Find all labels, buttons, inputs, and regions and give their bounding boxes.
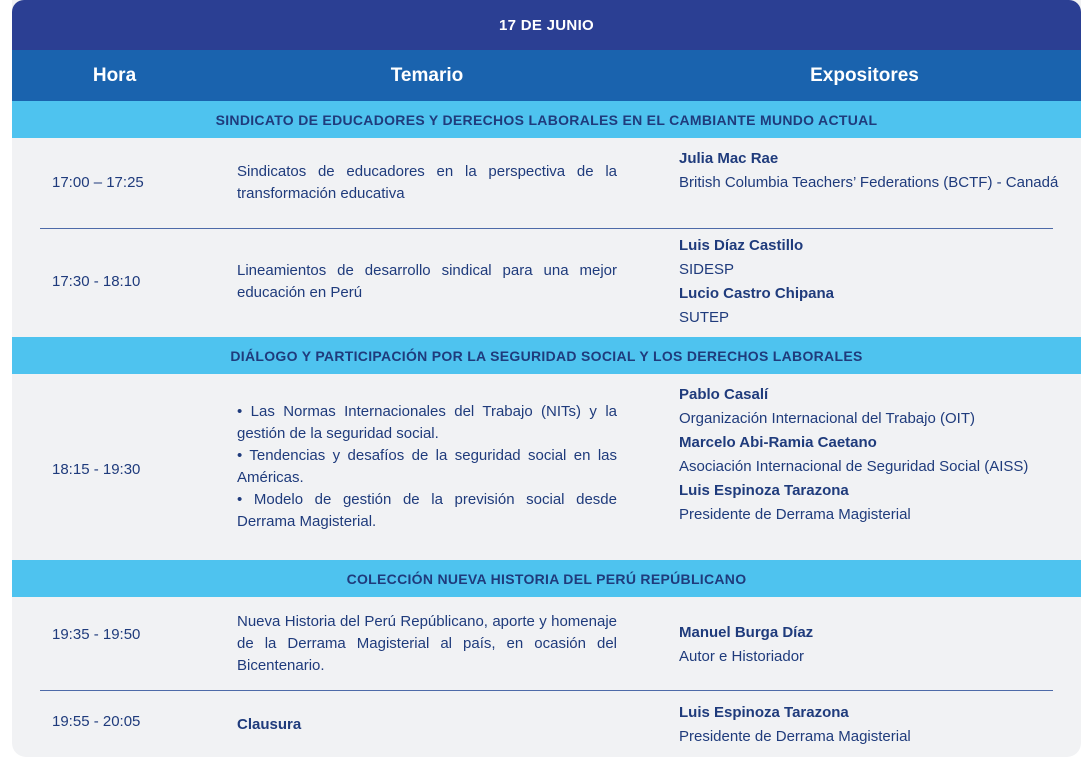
section-title: SINDICATO DE EDUCADORES Y DERECHOS LABORALES EN EL CAMBIANTE MUNDO ACTUAL [12,101,1081,138]
section-title: COLECCIÓN NUEVA HISTORIA DEL PERÚ REPÚBLICANO [12,560,1081,597]
row-topic: Clausura [237,716,302,733]
topic-bullet: • Tendencias y desafíos de la seguridad social en las Américas. [237,447,617,486]
header-hora: Hora [92,65,137,86]
row-speakers [679,701,1069,749]
speaker-affiliation: Presidente de Derrama Magisterial [679,728,911,745]
table-row [12,138,1081,228]
table-row [12,229,1081,337]
row-speakers [679,621,1069,669]
agenda-table [12,0,1081,757]
speaker-name: Julia Mac Rae [679,150,779,167]
speaker-affiliation: Organización Internacional del Trabajo (OIT) [679,410,975,427]
column-headers [12,50,1081,101]
row-speakers [679,234,1069,330]
topic-bullet: • Modelo de gestión de la previsión social desde Derrama Magisterial. [237,491,617,530]
row-time: 17:00 – 17:25 [52,174,144,191]
row-speakers [679,383,1069,527]
speaker-affiliation: British Columbia Teachers’ Federations (BCTF) - Canadá [679,174,1059,191]
speaker-name: Lucio Castro Chipana [679,285,835,302]
topic-bullet: • Las Normas Internacionales del Trabajo (NITs) y la gestión de la seguridad social. [237,403,617,442]
row-topic: Sindicatos de educadores en la perspectiva de la transformación educativa [237,163,617,202]
row-topic: Lineamientos de desarrollo sindical para una mejor educación en Perú [237,262,617,301]
speaker-affiliation: Autor e Historiador [679,648,805,665]
row-time: 19:55 - 20:05 [52,713,141,730]
speaker-affiliation: SUTEP [679,309,730,326]
speaker-name: Luis Espinoza Tarazona [679,482,849,499]
header-expositores: Expositores [810,65,919,86]
speaker-name: Luis Espinoza Tarazona [679,704,849,721]
row-time: 18:15 - 19:30 [52,461,141,478]
section-title: DIÁLOGO Y PARTICIPACIÓN POR LA SEGURIDAD SOCIAL Y LOS DERECHOS LABORALES [12,337,1081,374]
row-topic: Nueva Historia del Perú Repúblicano, aporte y homenaje de la Derrama Magisterial al país, en ocasión del Bicentenario. [237,613,617,674]
speaker-name: Luis Díaz Castillo [679,237,804,254]
row-topic [237,401,617,533]
header-temario: Temario [390,65,464,86]
speaker-name: Pablo Casalí [679,386,769,403]
row-time: 19:35 - 19:50 [52,626,141,643]
table-row [12,374,1081,560]
speaker-affiliation: Presidente de Derrama Magisterial [679,506,911,523]
date-title: 17 DE JUNIO [12,0,1081,50]
row-time: 17:30 - 18:10 [52,273,141,290]
row-speakers [679,147,1069,195]
table-row [12,597,1081,690]
table-row [12,691,1081,757]
speaker-name: Manuel Burga Díaz [679,624,814,641]
speaker-affiliation: SIDESP [679,261,735,278]
speaker-affiliation: Asociación Internacional de Seguridad Social (AISS) [679,458,1029,475]
speaker-name: Marcelo Abi-Ramia Caetano [679,434,877,451]
